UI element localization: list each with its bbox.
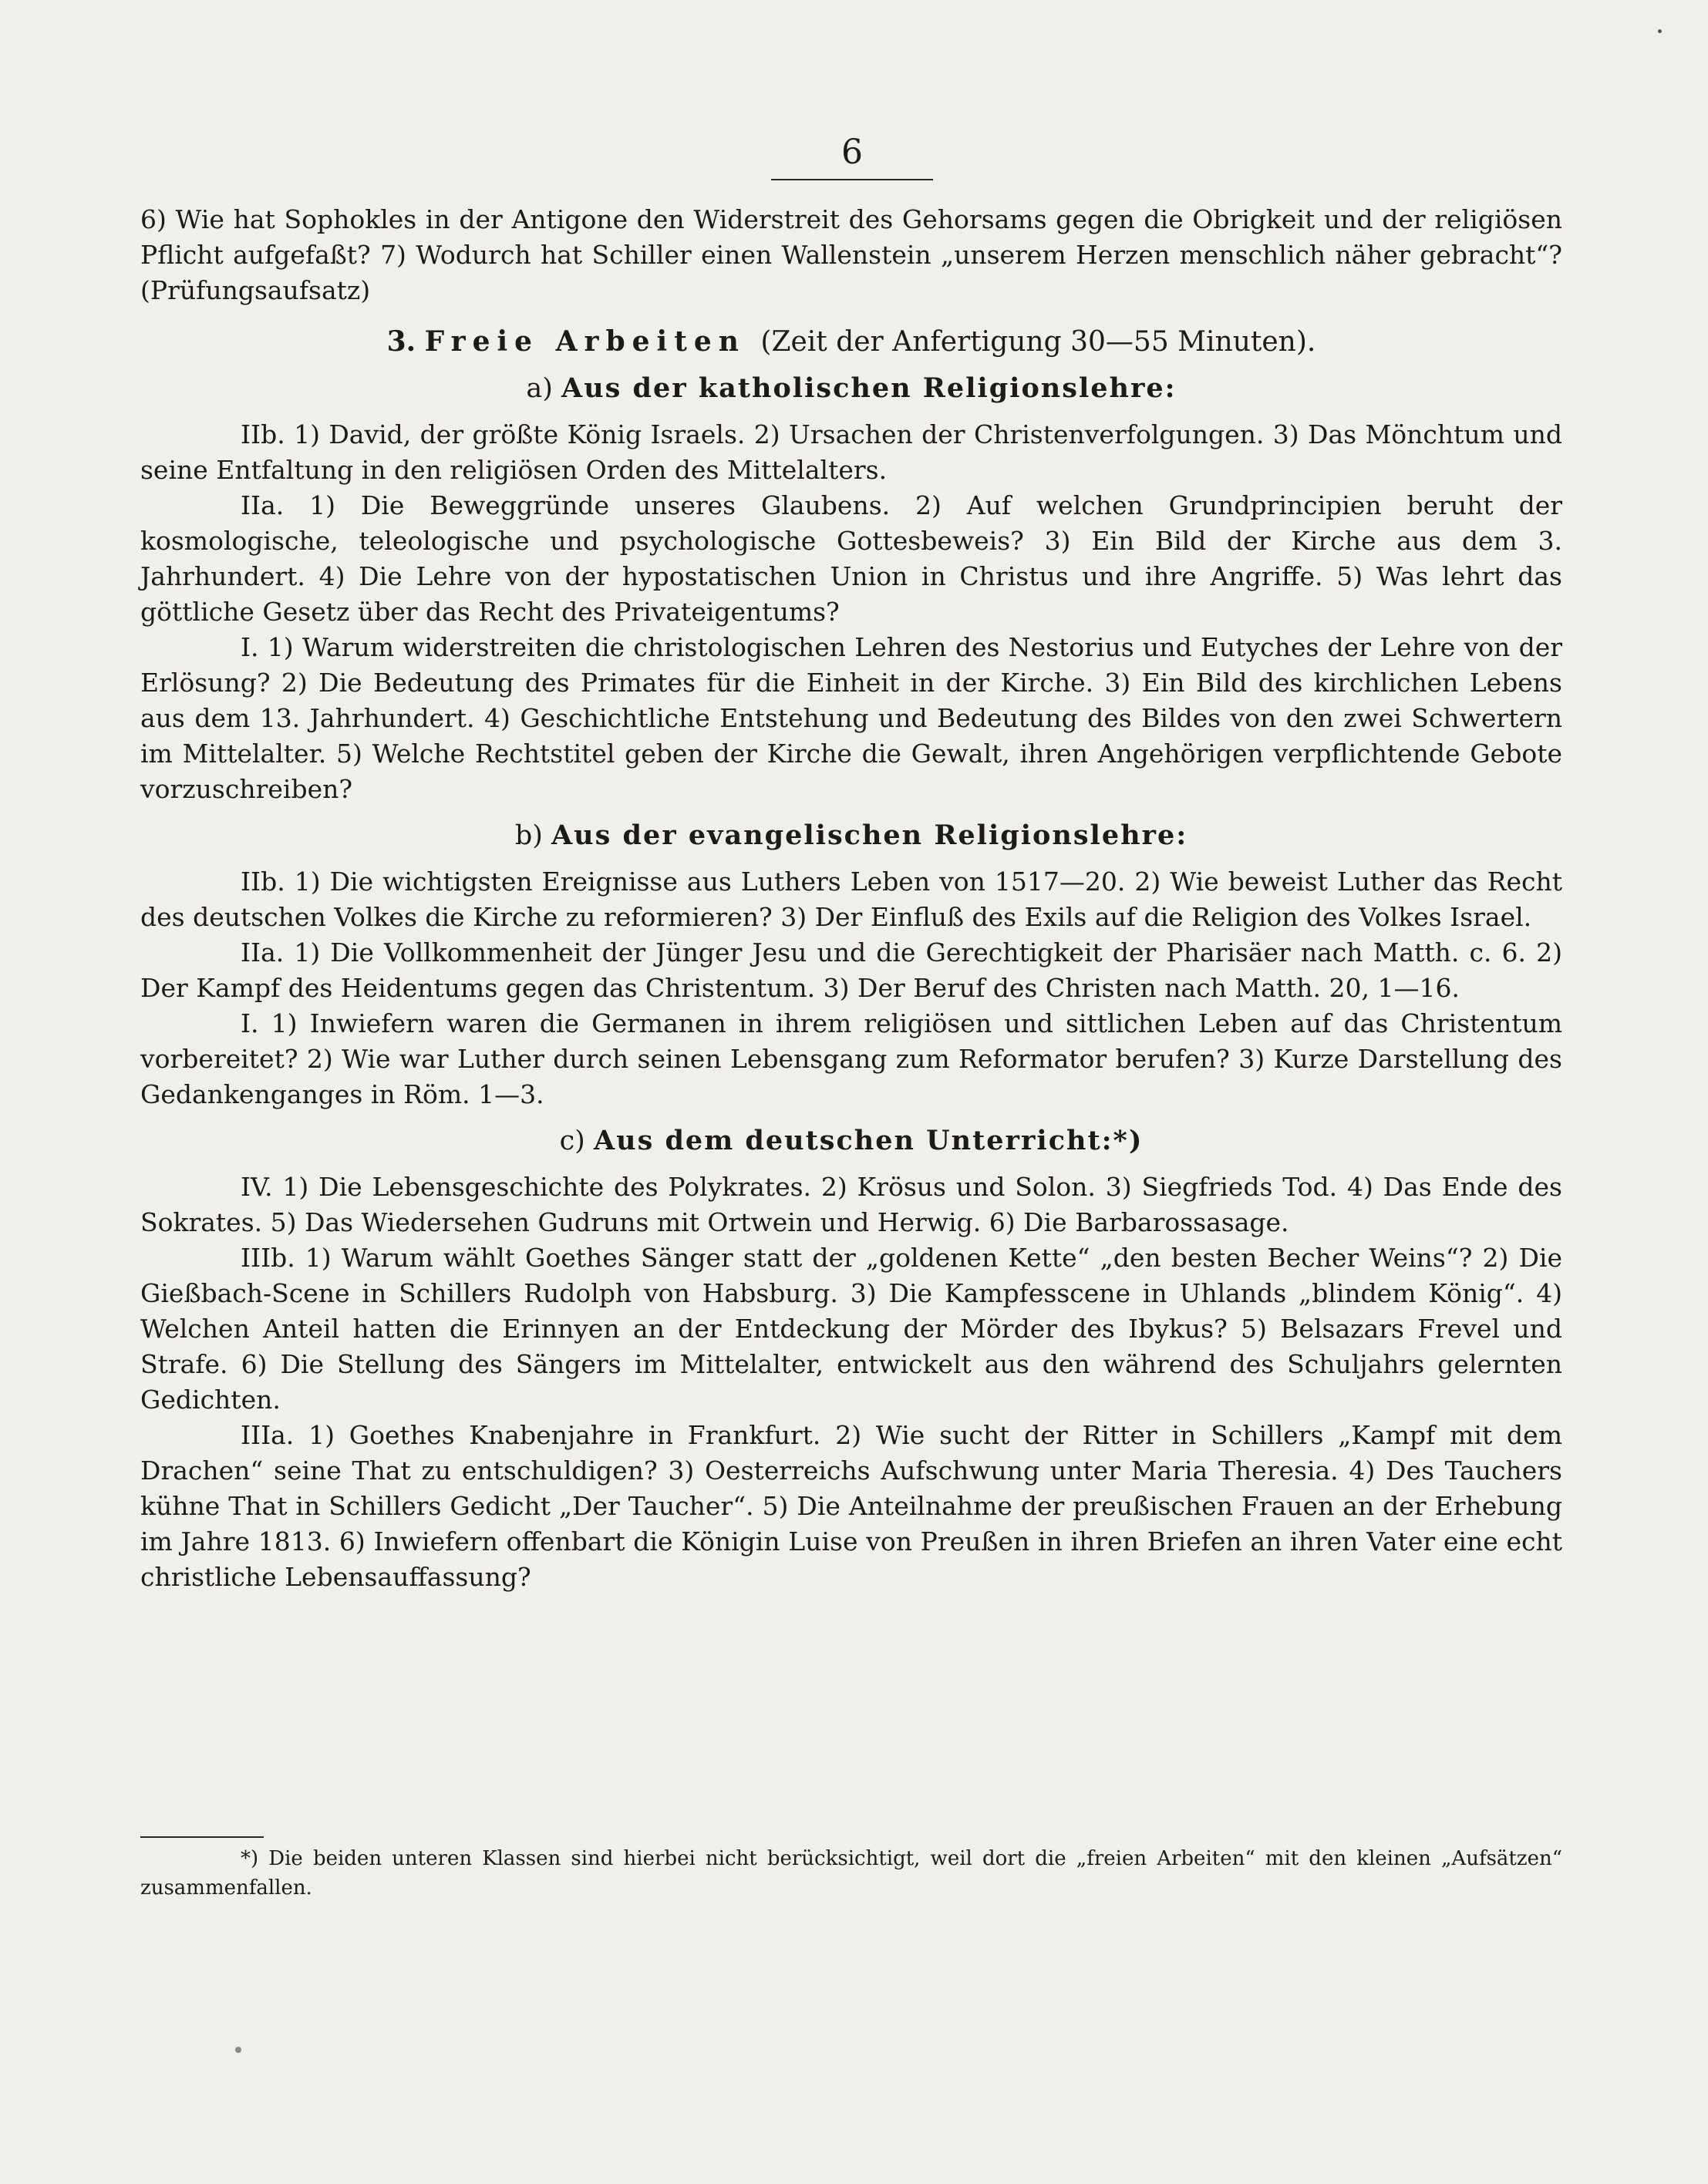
section-title: Freie Arbeiten [424,325,746,358]
subsection-title: Aus der katholischen Religionslehre: [561,372,1177,404]
intro-paragraph: 6) Wie hat Sophokles in der Antigone den Widerstreit des Gehorsams gegen die Obrigkeit und der religiösen Pflicht aufgefaßt? 7) Wodurch hat Schiller einen Wallenstein „unserem Herzen menschlich näher gebracht“? (Prüfungsaufsatz) [140,204,1562,305]
body-text [140,202,1562,1595]
topic-paragraph: IIa. 1) Die Beweggründe unseres Glaubens. 2) Auf welchen Grundprincipien beruht der kosmologische, teleologische und psychologische Gottesbeweis? 3) Ein Bild der Kirche aus dem 3. Jahrhundert. 4) Die Lehre von der hypostatischen Union in Christus und ihre Angriffe. 5) Was lehrt das göttliche Gesetz über das Recht des Privateigentums? [140,490,1562,627]
topic-paragraph: IIIa. 1) Goethes Knabenjahre in Frankfurt. 2) Wie sucht der Ritter in Schillers „Kampf mit dem Drachen“ seine That zu entschuldigen? 3) Oesterreichs Aufschwung unter Maria Theresia. 4) Des Tauchers kühne That in Schillers Gedicht „Der Taucher“. 5) Die Anteilnahme der preußischen Frauen an der Erhebung im Jahre 1813. 6) Inwiefern offenbart die Königin Luise von Preußen in ihren Briefen an ihren Vater eine echt christliche Lebensauffassung? [140,1420,1562,1592]
subsection-title: Aus der evangelischen Religionslehre: [551,819,1188,851]
page-number-rule [771,179,933,180]
page-number: 6 [841,133,863,172]
topic-paragraph: I. 1) Inwiefern waren die Germanen in ihrem religiösen und sittlichen Leben auf das Christentum vorbereitet? 2) Wie war Luther durch seinen Lebensgang zum Reformator berufen? 3) Kurze Darstellung des Gedankenganges in Röm. 1—3. [140,1008,1562,1109]
topic-paragraph: IIa. 1) Die Vollkommenheit der Jünger Jesu und die Gerechtigkeit der Pharisäer nach Matth. c. 6. 2) Der Kampf des Heidentums gegen das Christentum. 3) Der Beruf des Christen nach Matth. 20, 1—16. [140,937,1562,1003]
topic-paragraph: I. 1) Warum widerstreiten die christologischen Lehren des Nestorius und Eutyches der Lehre von der Erlösung? 2) Die Bedeutung des Primates für die Einheit in der Kirche. 3) Ein Bild des kirchlichen Lebens aus dem 13. Jahrhundert. 4) Geschichtliche Entstehung und Bedeutung des Bildes von den zwei Schwertern im Mittelalter. 5) Welche Rechtstitel geben der Kirche die Gewalt, ihren Angehörigen verpflichtende Gebote vorzuschreiben? [140,632,1562,804]
subsection-letter: c) [559,1126,585,1156]
topic-paragraph: IIb. 1) David, der größte König Israels. 2) Ursachen der Christenverfolgungen. 3) Das Mönchtum und seine Entfaltung in den religiösen Orden des Mittelalters. [140,419,1562,485]
section-heading [140,324,1562,360]
subsection-heading-a [140,371,1562,406]
subsection-title: Aus dem deutschen Unterricht:*) [593,1125,1144,1156]
subsection-letter: a) [526,373,553,404]
section-number: 3. [386,325,416,358]
page-speck [235,2047,241,2053]
footnote: *) Die beiden unteren Klassen sind hierbei nicht berücksichtigt, weil dort die „freien Arbeiten“ mit den kleinen „Aufsätzen“ zusammenfallen. [140,1847,1562,1900]
subsection-letter: b) [514,820,543,851]
section-duration: (Zeit der Anfertigung 30—55 Minuten). [760,326,1316,358]
topic-paragraph: IV. 1) Die Lebensgeschichte des Polykrates. 2) Krösus und Solon. 3) Siegfrieds Tod. 4) Das Ende des Sokrates. 5) Das Wiedersehen Gudruns mit Ortwein und Herwig. 6) Die Barbarossasage. [140,1172,1562,1237]
page-speck [1658,29,1662,33]
subsection-heading-c [140,1123,1562,1159]
footnote-rule [140,1836,264,1838]
topic-paragraph: IIIb. 1) Warum wählt Goethes Sänger statt der „goldenen Kette“ „den besten Becher Weins“? 2) Die Gießbach-Scene in Schillers Rudolph von Habsburg. 3) Die Kampfesscene in Uhlands „blindem König“. 4) Welchen Anteil hatten die Erinnyen an der Entdeckung der Mörder des Ibykus? 5) Belsazars Frevel und Strafe. 6) Die Stellung des Sängers im Mittelalter, entwickelt aus den während des Schuljahrs gelernten Gedichten. [140,1243,1562,1415]
subsection-heading-b [140,818,1562,853]
topic-paragraph: IIb. 1) Die wichtigsten Ereignisse aus Luthers Leben von 1517—20. 2) Wie beweist Luther das Recht des deutschen Volkes die Kirche zu reformieren? 3) Der Einfluß des Exils auf die Religion des Volkes Israel. [140,867,1562,932]
